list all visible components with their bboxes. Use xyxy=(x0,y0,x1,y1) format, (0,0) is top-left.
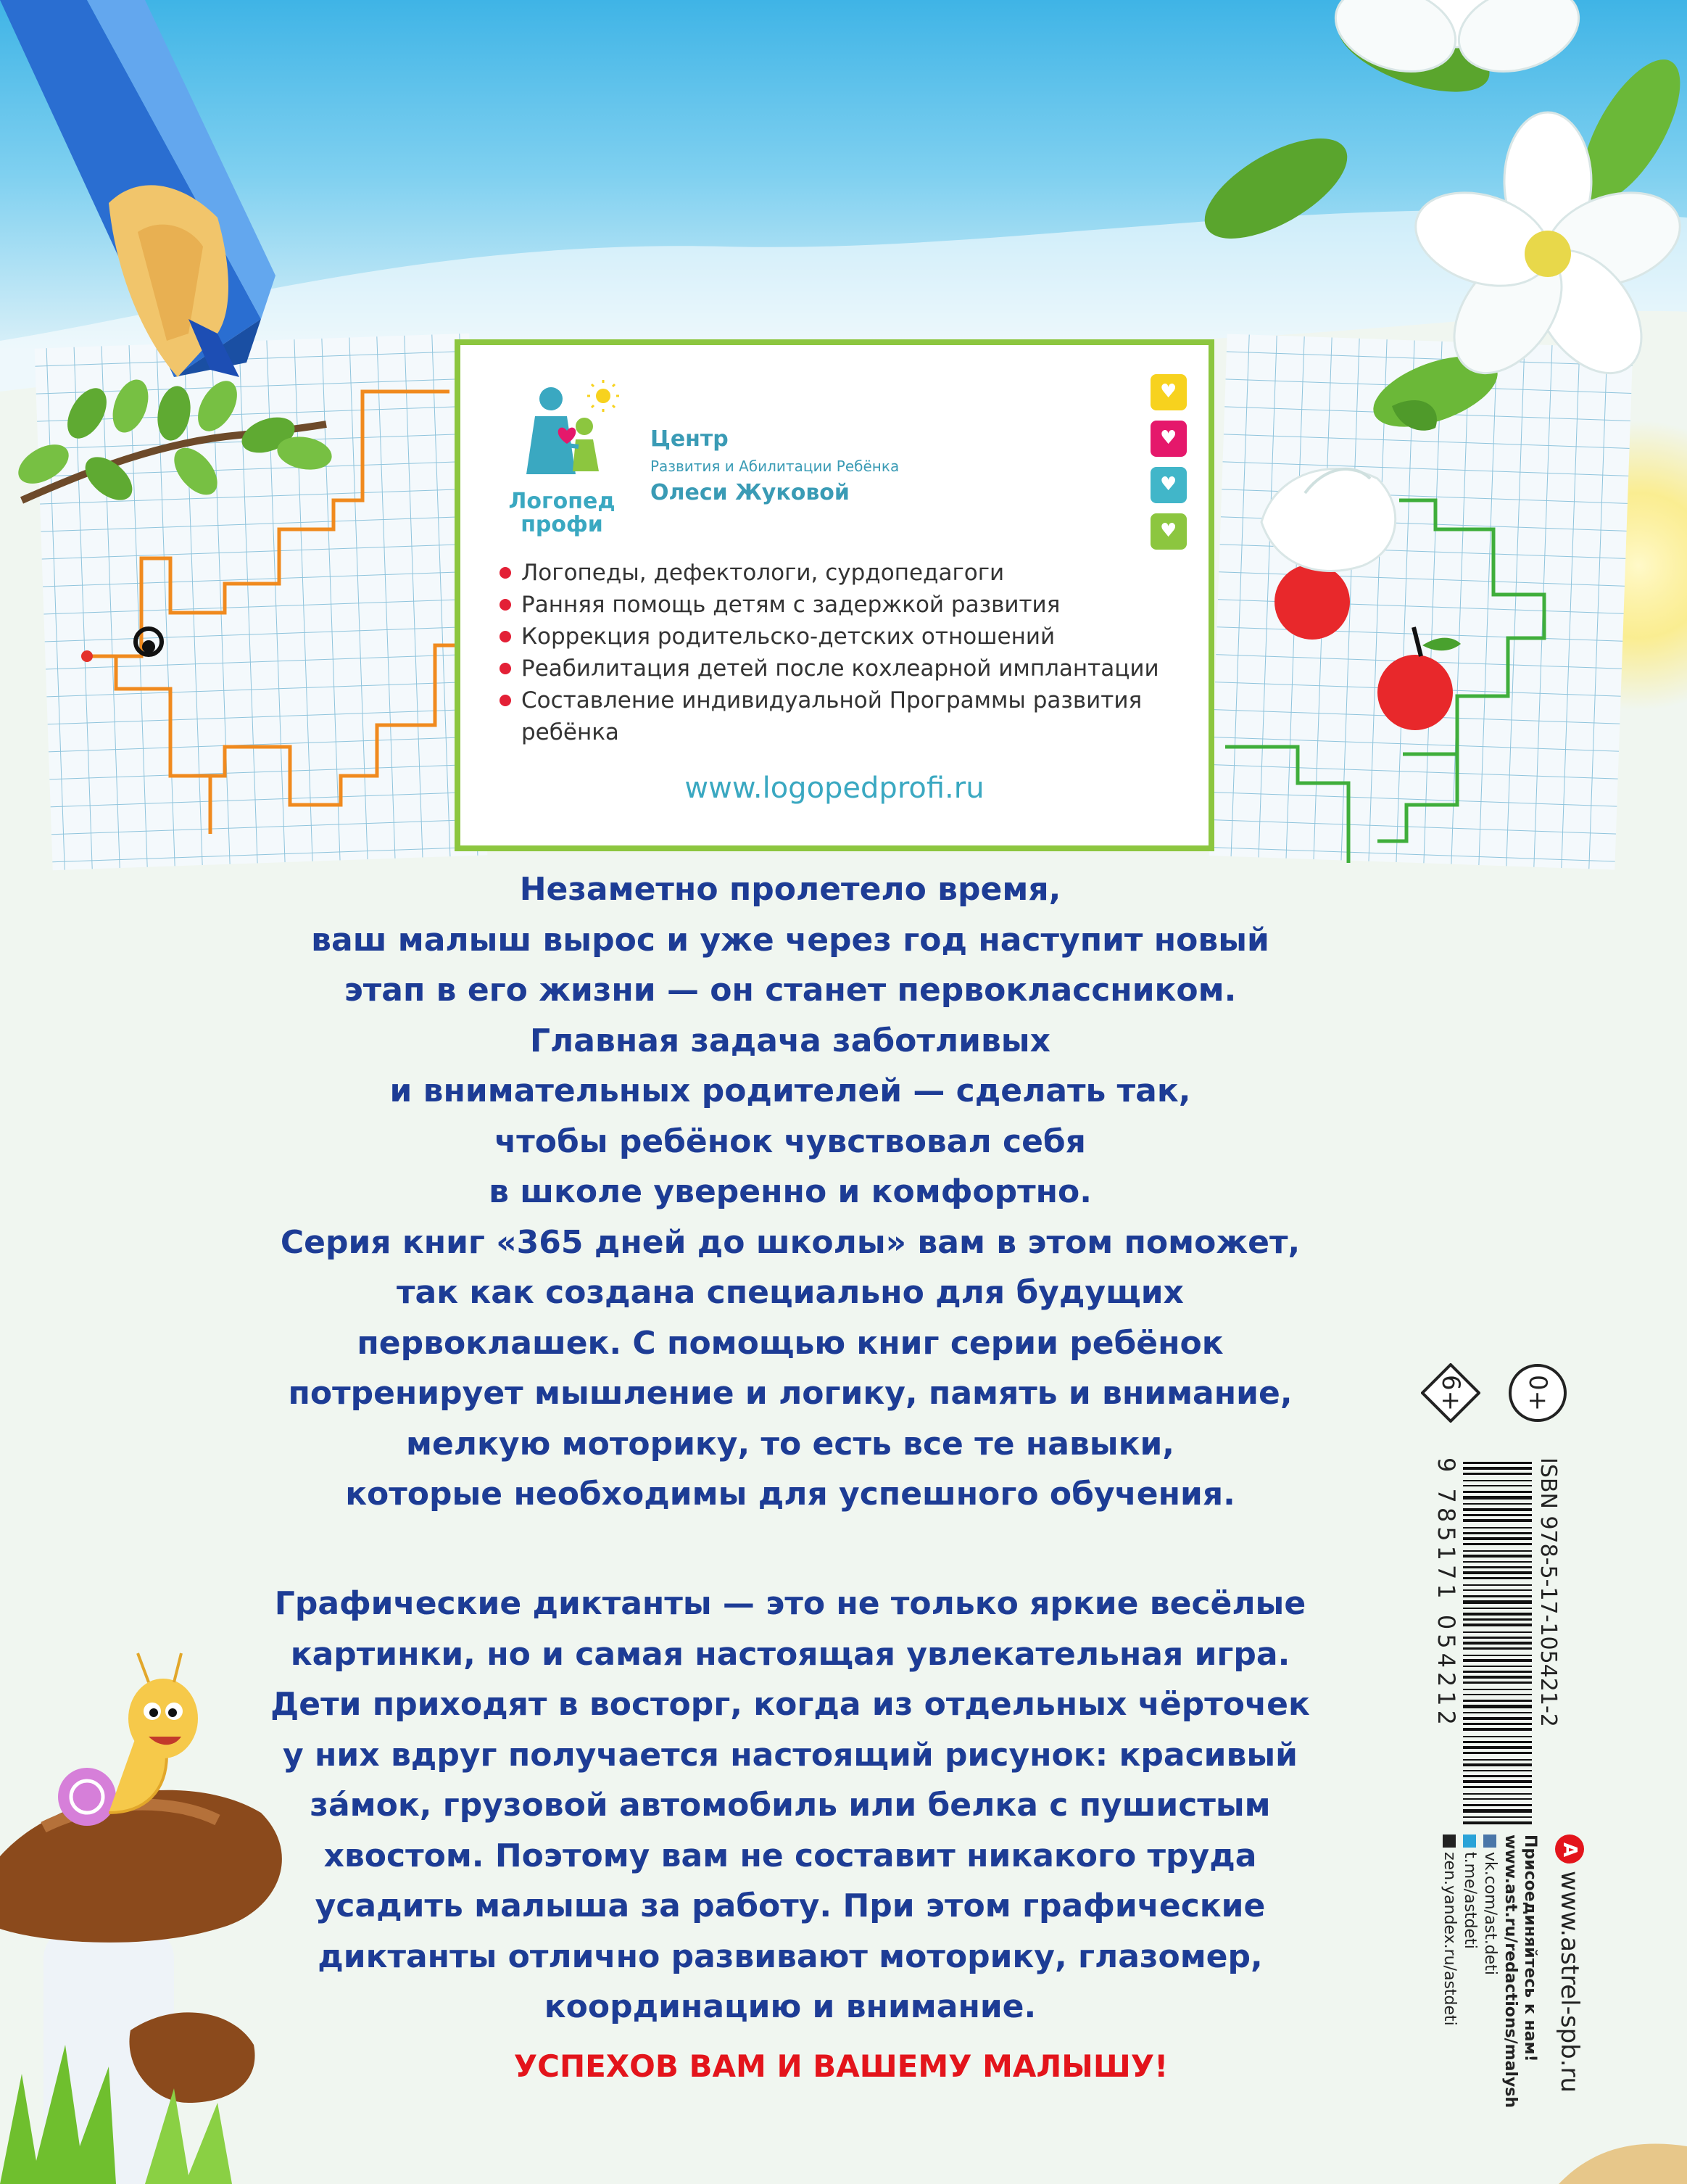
vk-link-text: vk.com/ast.deti xyxy=(1481,1852,1499,1975)
barcode-bar xyxy=(1463,1666,1532,1667)
barcode-bar xyxy=(1463,1786,1532,1788)
barcode-bar xyxy=(1463,1637,1532,1639)
body-line: диктанты отлично развивают моторику, глазомер, xyxy=(318,1937,1263,1975)
intro-line: которые необходимы для успешного обучения. xyxy=(345,1476,1235,1513)
center-name-line2: Развития и Абилитации Ребёнка xyxy=(650,458,900,475)
pink-heart-icon: ♥ xyxy=(1151,421,1187,457)
barcode-bar xyxy=(1463,1700,1532,1702)
intro-line: ваш малыш вырос и уже через год наступит новый xyxy=(311,921,1269,959)
intro-line: Серия книг «365 дней до школы» вам в этом поможет, xyxy=(280,1223,1301,1261)
barcode-bar xyxy=(1463,1543,1532,1545)
services-list xyxy=(497,557,1171,748)
center-name xyxy=(650,425,899,508)
center-name-line3: Олеси Жуковой xyxy=(650,480,850,505)
intro-line: Главная задача заботливых xyxy=(530,1022,1050,1059)
barcode-bar xyxy=(1463,1508,1532,1511)
barcode-bar xyxy=(1463,1571,1532,1574)
barcode-bar xyxy=(1463,1595,1532,1597)
barcode-bar xyxy=(1463,1689,1532,1690)
body-line: Графические диктанты — это не только яркие весёлые xyxy=(274,1585,1306,1622)
barcode-bar xyxy=(1463,1780,1532,1783)
barcode-bar xyxy=(1463,1752,1532,1754)
barcode-bar xyxy=(1463,1589,1532,1591)
barcode-bar xyxy=(1463,1816,1532,1818)
intro-line: так как создана специально для будущих xyxy=(397,1274,1184,1311)
barcode-bar xyxy=(1463,1728,1532,1731)
barcode-bar xyxy=(1463,1694,1532,1695)
body-paragraph xyxy=(246,1579,1334,2032)
barcode-bar xyxy=(1463,1705,1532,1708)
body-line: координацию и внимание. xyxy=(544,1988,1037,2025)
barcode-bar xyxy=(1463,1537,1532,1540)
zen-link[interactable] xyxy=(1439,1835,1459,2139)
service-item: Реабилитация детей после кохлеарной имплантации xyxy=(497,653,1171,684)
intro-line: и внимательных родителей — сделать так, xyxy=(389,1072,1191,1109)
logo-wordmark xyxy=(504,490,620,537)
barcode-bar xyxy=(1463,1770,1532,1771)
advertisement-box xyxy=(455,339,1214,851)
barcode-bar xyxy=(1463,1809,1532,1813)
vk-link[interactable] xyxy=(1480,1835,1500,2139)
publisher-site-link[interactable]: www.astrel-spb.ru xyxy=(1555,1871,1584,2093)
service-item: Ранняя помощь детям с задержкой развития xyxy=(497,589,1171,621)
barcode-bar xyxy=(1463,1631,1532,1633)
body-line: Дети приходят в восторг, когда из отдельных чёрточек xyxy=(270,1686,1310,1723)
vk-icon xyxy=(1483,1835,1496,1848)
intro-line: этап в его жизни — он станет первоклассником. xyxy=(344,972,1237,1009)
barcode-bar xyxy=(1463,1613,1532,1616)
barcode-bar xyxy=(1463,1555,1532,1558)
join-us-label: Присоединяйтесь к нам! xyxy=(1521,1835,1539,2062)
barcode-bar xyxy=(1463,1759,1532,1761)
telegram-link-text: t.me/astdeti xyxy=(1461,1852,1479,1949)
barcode-bar xyxy=(1463,1676,1532,1679)
barcode-bar xyxy=(1463,1821,1532,1824)
barcode-bar xyxy=(1463,1723,1532,1725)
body-line: картинки, но и самая настоящая увлекательная игра. xyxy=(290,1635,1290,1673)
barcode-bar xyxy=(1463,1647,1532,1650)
barcode-bar xyxy=(1463,1584,1532,1586)
barcode-bar xyxy=(1463,1462,1532,1464)
heart-badges xyxy=(1151,374,1187,560)
barcode-bar xyxy=(1463,1496,1532,1500)
barcode-bar xyxy=(1463,1473,1532,1475)
zen-icon xyxy=(1443,1835,1456,1848)
barcode-bar xyxy=(1463,1642,1532,1645)
logo-text-line1: Логопед xyxy=(508,489,615,514)
teal-heart-icon: ♥ xyxy=(1151,467,1187,503)
barcode-bar xyxy=(1463,1514,1532,1516)
service-item: Логопеды, дефектологи, сурдопедагоги xyxy=(497,557,1171,589)
body-line: усадить малыша за работу. При этом графические xyxy=(315,1887,1266,1924)
age-0-label: 0+ xyxy=(1523,1374,1552,1412)
barcode-bar xyxy=(1463,1600,1532,1604)
body-line: у них вдруг получается настоящий рисунок: красивый xyxy=(283,1736,1298,1774)
barcode-bar xyxy=(1463,1491,1532,1493)
age-rating-6plus xyxy=(1421,1363,1480,1423)
age-rating-0plus xyxy=(1508,1363,1567,1423)
service-item: Составление индивидуальной Программы развития ребёнка xyxy=(497,684,1171,748)
logo-text-line2: профи xyxy=(521,512,603,537)
publisher-link[interactable]: www.ast.ru/redactions/malysh xyxy=(1501,1835,1520,2109)
green-heart-icon: ♥ xyxy=(1151,513,1187,550)
barcode-bar xyxy=(1463,1550,1532,1552)
intro-line: потренирует мышление и логику, память и внимание, xyxy=(288,1375,1293,1412)
intro-line: мелкую моторику, то есть все те навыки, xyxy=(406,1425,1174,1463)
body-line: хвостом. Поэтому вам не составит никакого труда xyxy=(323,1837,1257,1874)
barcode-bar xyxy=(1463,1741,1532,1743)
barcode-bar xyxy=(1463,1623,1532,1626)
ad-website-link[interactable]: www.logopedprofi.ru xyxy=(684,772,985,805)
barcode-bar xyxy=(1463,1671,1532,1673)
barcode-bar xyxy=(1463,1561,1532,1563)
barcode-bar xyxy=(1463,1736,1532,1737)
barcode-bar xyxy=(1463,1467,1532,1470)
center-name-line1: Центр xyxy=(650,426,729,452)
barcode-bar xyxy=(1463,1746,1532,1749)
barcode-bar xyxy=(1463,1717,1532,1720)
barcode-digits: 9 785171 054212 xyxy=(1433,1457,1460,1730)
barcode-bar xyxy=(1463,1485,1532,1486)
publisher-logo-icon: А xyxy=(1555,1835,1584,1864)
barcode-bar xyxy=(1463,1682,1532,1684)
barcode-bar xyxy=(1463,1577,1532,1579)
barcode-bar xyxy=(1463,1655,1532,1656)
barcode-bar xyxy=(1463,1566,1532,1568)
intro-line: в школе уверенно и комфортно. xyxy=(489,1173,1092,1210)
intro-paragraph xyxy=(246,864,1334,1520)
barcode-bar xyxy=(1463,1659,1532,1662)
barcode xyxy=(1463,1457,1532,1835)
intro-line: первоклашек. С помощью книг серии ребёнок xyxy=(357,1324,1224,1362)
closing-slogan: УСПЕХОВ ВАМ И ВАШЕМУ МАЛЫШУ! xyxy=(513,2048,1169,2084)
barcode-bar xyxy=(1463,1519,1532,1522)
barcode-bar xyxy=(1463,1804,1532,1806)
barcode-bar xyxy=(1463,1503,1532,1505)
zen-link-text: zen.yandex.ru/astdeti xyxy=(1441,1852,1459,2026)
intro-line: чтобы ребёнок чувствовал себя xyxy=(494,1122,1086,1160)
body-line: за́мок, грузовой автомобиль или белка с пушистым xyxy=(310,1787,1271,1824)
barcode-bar xyxy=(1463,1775,1532,1777)
barcode-bar xyxy=(1463,1532,1532,1534)
telegram-link[interactable] xyxy=(1459,1835,1480,2139)
barcode-bar xyxy=(1463,1712,1532,1713)
yellow-heart-icon: ♥ xyxy=(1151,374,1187,410)
barcode-bar xyxy=(1463,1527,1532,1529)
intro-line: Незаметно пролетело время, xyxy=(519,871,1061,908)
barcode-bar xyxy=(1463,1763,1532,1766)
service-item: Коррекция родительско-детских отношений xyxy=(497,621,1171,653)
age-6-label: 6+ xyxy=(1436,1374,1465,1412)
barcode-bar xyxy=(1463,1480,1532,1481)
barcode-bar xyxy=(1463,1798,1532,1800)
barcode-bar xyxy=(1463,1618,1532,1621)
barcode-bar xyxy=(1463,1793,1532,1795)
telegram-icon xyxy=(1463,1835,1476,1848)
barcode-bar xyxy=(1463,1608,1532,1609)
isbn-number: ISBN 978-5-17-105421-2 xyxy=(1535,1457,1561,1727)
